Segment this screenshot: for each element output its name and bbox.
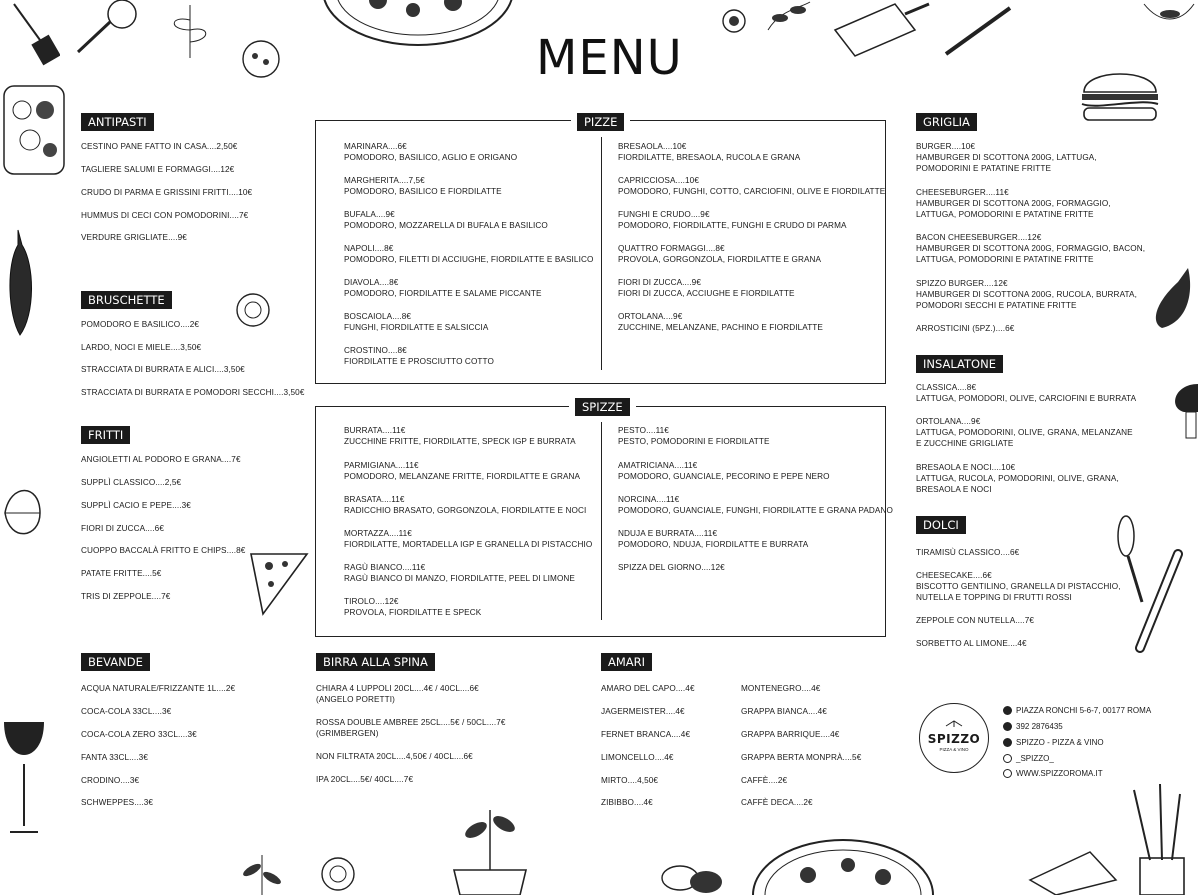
pizza-item: QUATTRO FORMAGGI....8€ PROVOLA, GORGONZOLA, FIORDILATTE E GRANA	[618, 244, 822, 264]
book-icon	[944, 718, 964, 728]
menu-item: SUPPLÌ CLASSICO....2,5€	[81, 478, 182, 487]
contact-facebook[interactable]: SPIZZO - PIZZA & VINO	[1003, 738, 1104, 747]
spizza-item: TIROLO....12€ PROVOLA, FIORDILATTE E SPECK	[344, 597, 482, 617]
drink-item: ACQUA NATURALE/FRIZZANTE 1L....2€	[81, 684, 236, 693]
eggplant-illustration-left	[0, 225, 40, 345]
drink-item: COCA-COLA 33CL....3€	[81, 707, 172, 716]
wine-glass-illustration	[0, 716, 50, 838]
grill-item: ARROSTICINI (5PZ.)....6€	[916, 324, 1015, 333]
leaves-illustration-bottom	[232, 850, 292, 895]
contact-web[interactable]: WWW.SPIZZOROMA.IT	[1003, 769, 1103, 778]
dessert-item: CHEESECAKE....6€ BISCOTTO GENTILINO, GRANELLA DI PISTACCHIO, NUTELLA E TOPPING DI FRUTTI ROSSI	[916, 571, 1121, 602]
burger-illustration	[1078, 64, 1162, 126]
spizza-item: NORCINA....11€ POMODORO, GUANCIALE, FUNGHI, FIORDILATTE E GRANA PADANO	[618, 495, 893, 515]
pizza-item: BRESAOLA....10€ FIORDILATTE, BRESAOLA, RUCOLA E GRANA	[618, 142, 801, 162]
spizza-item: PESTO....11€ PESTO, POMODORINI E FIORDILATTE	[618, 426, 770, 446]
section-label-bevande: BEVANDE	[81, 653, 150, 671]
drink-item: FANTA 33CL....3€	[81, 753, 148, 762]
spatula-illustration	[10, 0, 60, 70]
amaro-item: GRAPPA BARRIQUE....4€	[741, 730, 840, 739]
dessert-item: SORBETTO AL LIMONE....4€	[916, 639, 1027, 648]
leaves-illustration-corner	[1140, 0, 1198, 30]
rolling-pin-illustration	[1128, 548, 1188, 658]
menu-item: FIORI DI ZUCCA....6€	[81, 524, 164, 533]
grill-item: BURGER....10€ HAMBURGER DI SCOTTONA 200G, LATTUGA, POMODORINI E PATATINE FRITTE	[916, 142, 1097, 173]
section-label-bruschette: BRUSCHETTE	[81, 291, 172, 309]
menu-item: ANGIOLETTI AL PODORO E GRANA....7€	[81, 455, 241, 464]
menu-item: HUMMUS DI CECI CON POMODORINI....7€	[81, 211, 249, 220]
section-label-amari: AMARI	[601, 653, 652, 671]
instagram-icon	[1003, 754, 1012, 763]
leaves-illustration-top	[160, 0, 220, 60]
cutting-board-illustration-bottom	[1020, 840, 1130, 895]
spizza-item: NDUJA E BURRATA....11€ POMODORO, NDUJA, FIORDILATTE E BURRATA	[618, 529, 809, 549]
spizze-divider	[601, 420, 602, 620]
menu-item: STRACCIATA DI BURRATA E POMODORI SECCHI....3,50€	[81, 388, 305, 397]
spizza-item: MORTAZZA....11€ FIORDILATTE, MORTADELLA IGP E GRANELLA DI PISTACCHIO	[344, 529, 593, 549]
knife-illustration-top	[940, 0, 1020, 60]
utensils-illustration	[1120, 780, 1198, 895]
menu-title: MENU	[536, 30, 683, 86]
location-icon	[1003, 706, 1012, 715]
tomato-illustration	[233, 292, 273, 328]
amaro-item: LIMONCELLO....4€	[601, 753, 674, 762]
spizza-item: PARMIGIANA....11€ POMODORO, MELANZANE FRITTE, FIORDILATTE E GRANA	[344, 461, 581, 481]
section-label-insalatone: INSALATONE	[916, 355, 1003, 373]
menu-item: TAGLIERE SALUMI E FORMAGGI....12€	[81, 165, 235, 174]
salad-item: BRESAOLA E NOCI....10€ LATTUGA, RUCOLA, POMODORINI, OLIVE, GRANA, BRESAOLA E NOCI	[916, 463, 1119, 494]
contact-location: PIAZZA RONCHI 5-6-7, 00177 ROMA	[1003, 706, 1151, 715]
amaro-item: ZIBIBBO....4€	[601, 798, 653, 807]
salad-item: ORTOLANA....9€ LATTUGA, POMODORINI, OLIVE, GRANA, MELANZANE E ZUCCHINE GRIGLIATE	[916, 417, 1133, 448]
basil-illustration-left	[0, 478, 45, 548]
section-label-antipasti: ANTIPASTI	[81, 113, 154, 131]
spizza-item: AMATRICIANA....11€ POMODORO, GUANCIALE, PECORINO E PEPE NERO	[618, 461, 830, 481]
section-label-fritti: FRITTI	[81, 426, 130, 444]
mushroom-illustration	[1164, 378, 1198, 442]
spizza-item: RAGÙ BIANCO....11€ RAGÙ BIANCO DI MANZO, FIORDILATTE, PEEL DI LIMONE	[344, 563, 575, 583]
tomato-illustration-bottom	[318, 852, 358, 895]
spizza-item: BURRATA....11€ ZUCCHINE FRITTE, FIORDILATTE, SPECK IGP E BURRATA	[344, 426, 576, 446]
tomato-illustration-top	[718, 6, 750, 34]
eggplant-illustration-right	[1148, 262, 1198, 334]
drink-item: CRODINO....3€	[81, 776, 140, 785]
amaro-item: CAFFÈ....2€	[741, 776, 788, 785]
menu-item: CESTINO PANE FATTO IN CASA....2,50€	[81, 142, 238, 151]
amaro-item: FERNET BRANCA....4€	[601, 730, 691, 739]
salad-item: CLASSICA....8€ LATTUGA, POMODORI, OLIVE, CARCIOFINI E BURRATA	[916, 383, 1137, 403]
grill-item: CHEESEBURGER....11€ HAMBURGER DI SCOTTONA 200G, FORMAGGIO, LATTUGA, POMODORINI E PATATINE FRITTE	[916, 188, 1111, 219]
pizza-slice-illustration	[247, 548, 311, 618]
menu-item: POMODORO E BASILICO....2€	[81, 320, 200, 329]
facebook-icon	[1003, 738, 1012, 747]
menu-item: TRIS DI ZEPPOLE....7€	[81, 592, 171, 601]
spizzo-logo	[919, 703, 989, 773]
pizza-item: MARGHERITA....7,5€ POMODORO, BASILICO E FIORDILATTE	[344, 176, 502, 196]
pizza-item: CAPRICCIOSA....10€ POMODORO, FUNGHI, COTTO, CARCIOFINI, OLIVE E FIORDILATTE	[618, 176, 886, 196]
drink-item: SCHWEPPES....3€	[81, 798, 154, 807]
pizza-item: FUNGHI E CRUDO....9€ POMODORO, FIORDILATTE, FUNGHI E CRUDO DI PARMA	[618, 210, 847, 230]
pizza-illustration-bottom	[748, 835, 938, 895]
amaro-item: GRAPPA BIANCA....4€	[741, 707, 827, 716]
contact-phone[interactable]: 392 2876435	[1003, 722, 1063, 731]
vegetables-illustration	[0, 80, 70, 180]
menu-item: PATATE FRITTE....5€	[81, 569, 162, 578]
pizze-divider	[601, 136, 602, 370]
pizza-item: FIORI DI ZUCCA....9€ FIORI DI ZUCCA, ACCIUGHE E FIORDILATTE	[618, 278, 795, 298]
pan-illustration	[70, 0, 140, 60]
section-label-spizze: SPIZZE	[575, 398, 630, 416]
logo-name: SPIZZO	[927, 732, 981, 746]
amaro-item: GRAPPA BERTA MONPRÀ....5€	[741, 753, 862, 762]
menu-item: SUPPLÌ CACIO E PEPE....3€	[81, 501, 191, 510]
spizza-item: BRASATA....11€ RADICCHIO BRASATO, GORGONZOLA, FIORDILATTE E NOCI	[344, 495, 587, 515]
amaro-item: MIRTO....4,50€	[601, 776, 659, 785]
pizza-item: BOSCAIOLA....8€ FUNGHI, FIORDILATTE E SALSICCIA	[344, 312, 489, 332]
beer-item: IPA 20CL....5€/ 40CL....7€	[316, 775, 414, 784]
section-label-dolci: DOLCI	[916, 516, 966, 534]
menu-item: CUOPPO BACCALÀ FRITTO E CHIPS....8€	[81, 546, 246, 555]
potted-plant-illustration	[440, 800, 540, 895]
tomato-slice-illustration	[240, 38, 282, 80]
menu-item: VERDURE GRIGLIATE....9€	[81, 233, 187, 242]
dessert-item: ZEPPOLE CON NUTELLA....7€	[916, 616, 1035, 625]
pizza-item: CROSTINO....8€ FIORDILATTE E PROSCIUTTO COTTO	[344, 346, 494, 366]
amaro-item: MONTENEGRO....4€	[741, 684, 821, 693]
basil-illustration-bottom	[656, 858, 726, 895]
section-label-birra: BIRRA ALLA SPINA	[316, 653, 435, 671]
grill-item: BACON CHEESEBURGER....12€ HAMBURGER DI SCOTTONA 200G, FORMAGGIO, BACON, LATTUGA, POMODORINI E PATATINE FRITTE	[916, 233, 1146, 264]
section-label-pizze: PIZZE	[577, 113, 624, 131]
menu-item: CRUDO DI PARMA E GRISSINI FRITTI....10€	[81, 188, 253, 197]
cutting-board-illustration-top	[825, 0, 935, 60]
pizza-illustration-top	[318, 0, 518, 50]
beer-item: CHIARA 4 LUPPOLI 20CL....4€ / 40CL....6€ (ANGELO PORETTI)	[316, 684, 479, 704]
dessert-item: TIRAMISÙ CLASSICO....6€	[916, 548, 1020, 557]
grill-item: SPIZZO BURGER....12€ HAMBURGER DI SCOTTONA 200G, RUCOLA, BURRATA, POMODORI SECCHI E PATATINE FRITTE	[916, 279, 1137, 310]
pizza-item: NAPOLI....8€ POMODORO, FILETTI DI ACCIUGHE, FIORDILATTE E BASILICO	[344, 244, 594, 264]
amaro-item: JAGERMEISTER....4€	[601, 707, 685, 716]
herbs-illustration-top	[760, 0, 815, 35]
pizza-item: DIAVOLA....8€ POMODORO, FIORDILATTE E SALAME PICCANTE	[344, 278, 542, 298]
amaro-item: AMARO DEL CAPO....4€	[601, 684, 695, 693]
amaro-item: CAFFÈ DECA....2€	[741, 798, 813, 807]
contact-instagram[interactable]: _SPIZZO_	[1003, 754, 1054, 763]
phone-icon	[1003, 722, 1012, 731]
section-label-griglia: GRIGLIA	[916, 113, 977, 131]
web-icon	[1003, 769, 1012, 778]
beer-item: ROSSA DOUBLE AMBREE 25CL....5€ / 50CL....7€ (GRIMBERGEN)	[316, 718, 506, 738]
logo-tagline: PIZZA & VINO	[939, 747, 969, 752]
pizza-item: ORTOLANA....9€ ZUCCHINE, MELANZANE, PACHINO E FIORDILATTE	[618, 312, 823, 332]
pizza-item: MARINARA....6€ POMODORO, BASILICO, AGLIO E ORIGANO	[344, 142, 518, 162]
menu-item: STRACCIATA DI BURRATA E ALICI....3,50€	[81, 365, 245, 374]
beer-item: NON FILTRATA 20CL....4,50€ / 40CL....6€	[316, 752, 473, 761]
menu-item: LARDO, NOCI E MIELE....3,50€	[81, 343, 202, 352]
drink-item: COCA-COLA ZERO 33CL....3€	[81, 730, 197, 739]
spizza-item: SPIZZA DEL GIORNO....12€	[618, 563, 725, 572]
pizza-item: BUFALA....9€ POMODORO, MOZZARELLA DI BUFALA E BASILICO	[344, 210, 548, 230]
